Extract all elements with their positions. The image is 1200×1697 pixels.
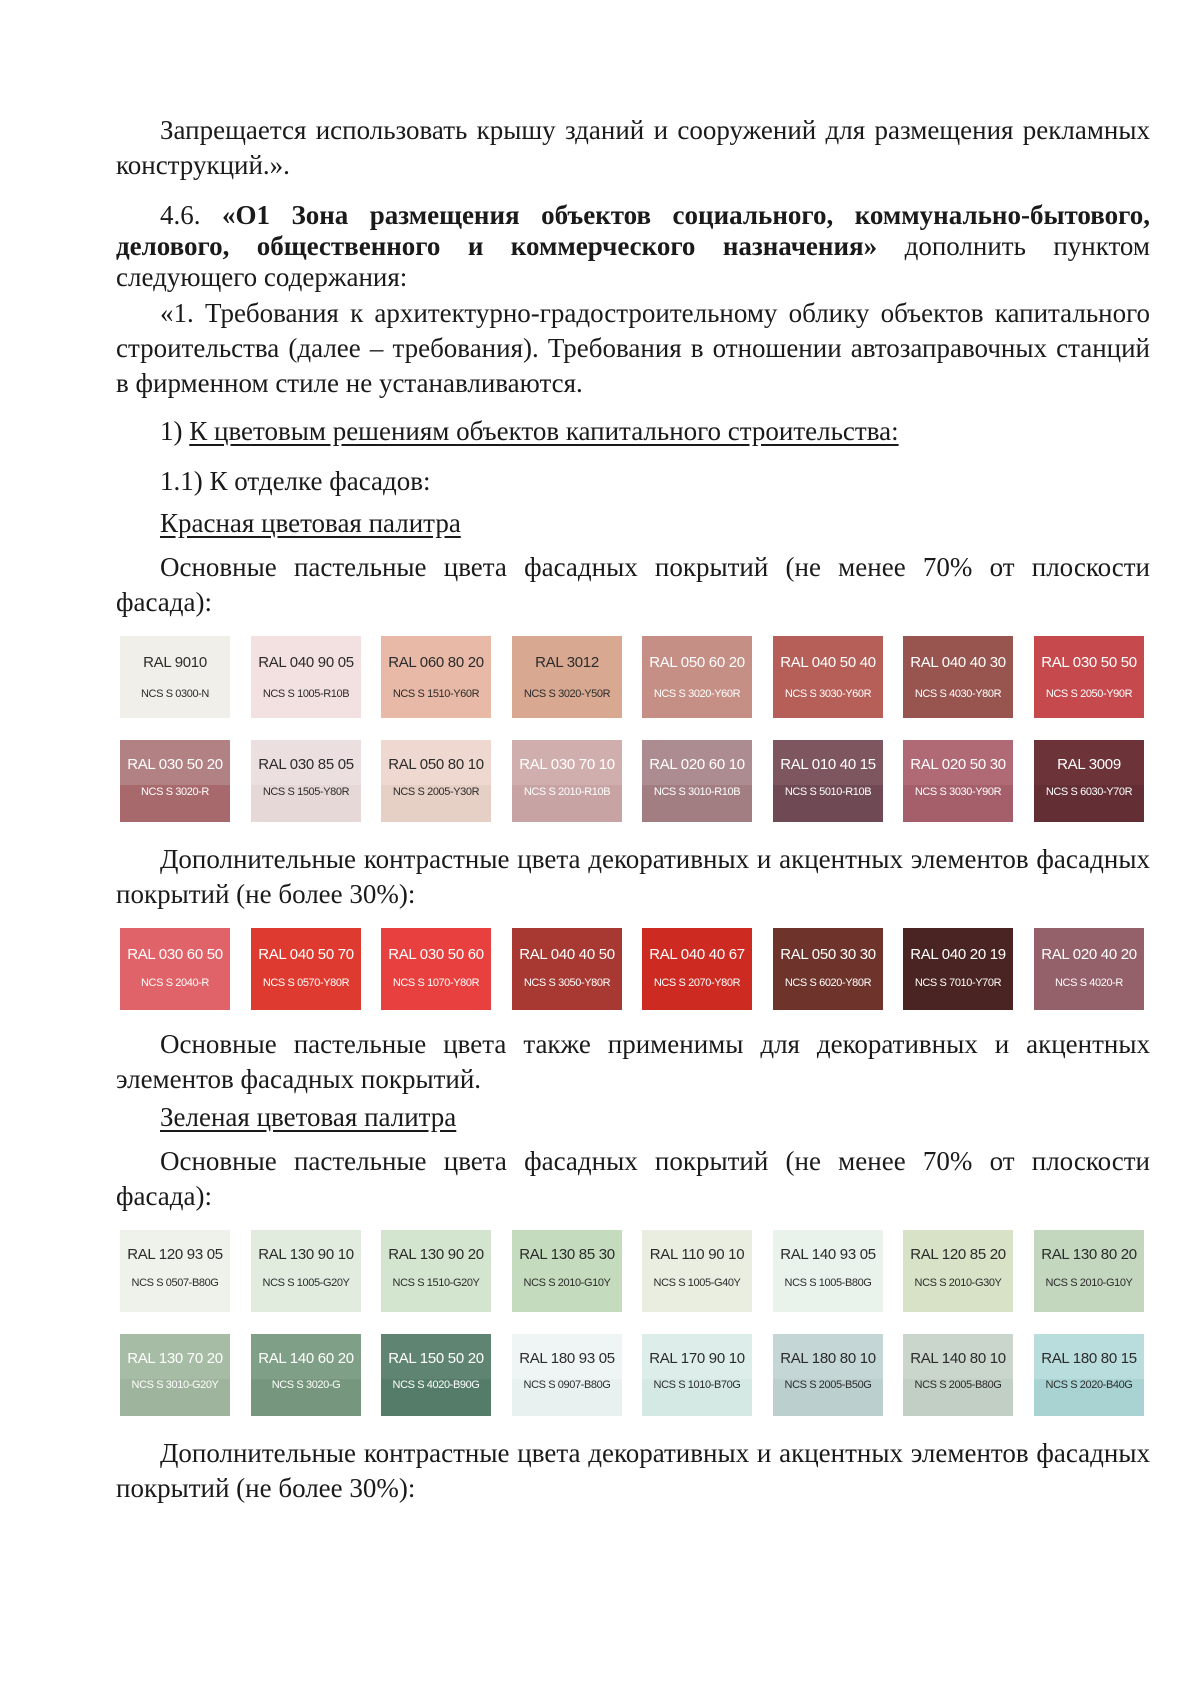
color-swatch [120,928,230,1010]
swatch-ncs-code: NCS S 1005-G20Y [262,1277,350,1289]
color-swatch [381,1334,491,1416]
swatch-ral-code: RAL 030 50 60 [388,946,484,963]
swatch-ncs-code: NCS S 2010-G30Y [914,1277,1002,1289]
section-color-solutions [160,414,899,449]
color-swatch [512,1334,622,1416]
swatch-ncs-code: NCS S 1510-Y60R [392,688,480,700]
swatch-ral-code: RAL 130 70 20 [127,1350,223,1367]
swatch-ncs-code: NCS S 2010-G10Y [523,1277,611,1289]
swatch-ral-code: RAL 140 60 20 [258,1350,354,1367]
swatch-ral-code: RAL 040 40 30 [910,654,1006,671]
swatch-ncs-code: NCS S 1005-G40Y [653,1277,741,1289]
color-swatch [903,1230,1013,1312]
swatch-ral-code: RAL 3012 [535,654,599,671]
swatch-ral-code: RAL 130 90 20 [388,1246,484,1263]
color-swatch [642,636,752,718]
color-swatch [120,636,230,718]
swatch-ncs-code: NCS S 2040-R [141,977,209,989]
color-swatch [1034,636,1144,718]
color-swatch [251,636,361,718]
paragraph-rest: дополнить пунктом следующего содержания: [116,231,1150,292]
swatch-ncs-code: NCS S 3030-Y90R [914,786,1002,798]
swatch-ral-code: RAL 130 80 20 [1041,1246,1137,1263]
swatch-ncs-code: NCS S 1070-Y80R [392,977,480,989]
swatch-ncs-code: NCS S 3020-Y60R [653,688,741,700]
color-swatch [512,928,622,1010]
color-swatch [381,1230,491,1312]
swatch-ral-code: RAL 140 93 05 [780,1246,876,1263]
swatch-ral-code: RAL 020 60 10 [649,756,745,773]
color-swatch [773,1230,883,1312]
color-swatch [251,1334,361,1416]
swatch-ncs-code: NCS S 6020-Y80R [784,977,872,989]
swatch-ral-code: RAL 110 90 10 [649,1246,745,1263]
swatch-ncs-code: NCS S 3020-Y50R [523,688,611,700]
swatch-ral-code: RAL 030 60 50 [127,946,223,963]
color-swatch [773,636,883,718]
swatch-ral-code: RAL 040 20 19 [910,946,1006,963]
section-number: 1) [160,416,190,446]
swatch-ncs-code: NCS S 3020-R [141,786,209,798]
swatch-ncs-code: NCS S 2010-G10Y [1045,1277,1133,1289]
color-swatch [120,1334,230,1416]
swatch-ncs-code: NCS S 1005-B80G [784,1277,872,1289]
swatch-ral-code: RAL 130 85 30 [519,1246,615,1263]
color-swatch [903,928,1013,1010]
swatch-ral-code: RAL 050 60 20 [649,654,745,671]
zone-title: «О1 Зона размещения объектов социального, коммунально-бытового, делового, общественного и коммерческого назначения» [116,200,1150,261]
swatch-ral-code: RAL 020 50 30 [910,756,1006,773]
swatch-ncs-code: NCS S 3050-Y80R [523,977,611,989]
swatch-ncs-code: NCS S 7010-Y70R [914,977,1002,989]
swatch-ral-code: RAL 180 80 15 [1041,1350,1137,1367]
red-accent-palette [120,928,1150,1010]
color-swatch [773,740,883,822]
color-swatch [642,740,752,822]
swatch-ncs-code: NCS S 4030-Y80R [914,688,1002,700]
swatch-ncs-code: NCS S 3020-G [271,1379,341,1391]
swatch-ral-code: RAL 040 40 50 [519,946,615,963]
swatch-ncs-code: NCS S 3010-R10B [653,786,741,798]
swatch-ral-code: RAL 3009 [1057,756,1121,773]
color-swatch [381,928,491,1010]
green-main-intro: Основные пастельные цвета фасадных покрытий (не менее 70% от плоскости фасада): [116,1146,1150,1211]
color-swatch [1034,740,1144,822]
swatch-ncs-code: NCS S 3010-G20Y [131,1379,219,1391]
swatch-ral-code: RAL 030 85 05 [258,756,354,773]
swatch-ncs-code: NCS S 4020-R [1055,977,1123,989]
red-note: Основные пастельные цвета также применимы для декоративных и акцентных элементов фасадных покрытий. [116,1029,1150,1094]
color-swatch [1034,1230,1144,1312]
green-palette-heading: Зеленая цветовая палитра [160,1102,457,1132]
swatch-ral-code: RAL 030 70 10 [519,756,615,773]
color-swatch [381,636,491,718]
swatch-ral-code: RAL 150 50 20 [388,1350,484,1367]
color-swatch [120,740,230,822]
swatch-ral-code: RAL 060 80 20 [388,654,484,671]
color-swatch [251,740,361,822]
swatch-ncs-code: NCS S 2005-Y30R [392,786,480,798]
swatch-ral-code: RAL 040 50 40 [780,654,876,671]
swatch-ral-code: RAL 170 90 10 [649,1350,745,1367]
swatch-ncs-code: NCS S 0907-B80G [523,1379,611,1391]
swatch-ncs-code: NCS S 0507-B80G [131,1277,219,1289]
swatch-ral-code: RAL 180 80 10 [780,1350,876,1367]
swatch-ncs-code: NCS S 6030-Y70R [1045,786,1133,798]
paragraph-number: 4.6. [160,200,222,230]
paragraph-zone-o1 [116,200,1150,293]
color-swatch [251,928,361,1010]
color-swatch [120,1230,230,1312]
color-swatch [903,740,1013,822]
green-main-palette [120,1230,1150,1420]
swatch-ncs-code: NCS S 2005-B50G [784,1379,872,1391]
section-title: К цветовым решениям объектов капитального строительства: [189,416,899,446]
swatch-ncs-code: NCS S 2020-B40G [1045,1379,1133,1391]
color-swatch [903,1334,1013,1416]
color-swatch [903,636,1013,718]
color-swatch [251,1230,361,1312]
swatch-ral-code: RAL 020 40 20 [1041,946,1137,963]
swatch-ncs-code: NCS S 0300-N [141,688,209,700]
paragraph-roof-ban: Запрещается использовать крышу зданий и сооружений для размещения рекламных конструкций.». [116,115,1150,180]
red-main-intro: Основные пастельные цвета фасадных покрытий (не менее 70% от плоскости фасада): [116,552,1150,617]
swatch-ncs-code: NCS S 2070-Y80R [653,977,741,989]
swatch-ncs-code: NCS S 0570-Y80R [262,977,350,989]
green-accent-intro: Дополнительные контрастные цвета декоративных и акцентных элементов фасадных покрытий (не более 30%): [116,1438,1150,1503]
color-swatch [512,636,622,718]
swatch-ral-code: RAL 050 30 30 [780,946,876,963]
color-swatch [773,928,883,1010]
swatch-ral-code: RAL 120 93 05 [127,1246,223,1263]
swatch-ral-code: RAL 030 50 20 [127,756,223,773]
swatch-ncs-code: NCS S 1005-R10B [262,688,350,700]
color-swatch [642,1334,752,1416]
color-swatch [512,1230,622,1312]
swatch-ral-code: RAL 040 40 67 [649,946,745,963]
color-swatch [512,740,622,822]
color-swatch [773,1334,883,1416]
color-swatch [642,928,752,1010]
swatch-ncs-code: NCS S 2005-B80G [914,1379,1002,1391]
swatch-ral-code: RAL 040 50 70 [258,946,354,963]
swatch-ral-code: RAL 140 80 10 [910,1350,1006,1367]
red-main-palette [120,636,1150,826]
swatch-ral-code: RAL 9010 [143,654,207,671]
swatch-ncs-code: NCS S 1510-G20Y [392,1277,480,1289]
swatch-ncs-code: NCS S 2010-R10B [523,786,611,798]
red-palette-heading: Красная цветовая палитра [160,508,461,538]
swatch-ncs-code: NCS S 1010-B70G [653,1379,741,1391]
color-swatch [1034,1334,1144,1416]
color-swatch [381,740,491,822]
subsection-facades: 1.1) К отделке фасадов: [160,466,431,496]
swatch-ral-code: RAL 120 85 20 [910,1246,1006,1263]
swatch-ncs-code: NCS S 2050-Y90R [1045,688,1133,700]
color-swatch [1034,928,1144,1010]
swatch-ral-code: RAL 030 50 50 [1041,654,1137,671]
swatch-ncs-code: NCS S 4020-B90G [392,1379,480,1391]
swatch-ncs-code: NCS S 5010-R10B [784,786,872,798]
red-accent-intro: Дополнительные контрастные цвета декоративных и акцентных элементов фасадных покрытий (не более 30%): [116,844,1150,909]
swatch-ral-code: RAL 010 40 15 [780,756,876,773]
swatch-ncs-code: NCS S 1505-Y80R [262,786,350,798]
swatch-ral-code: RAL 040 90 05 [258,654,354,671]
swatch-ral-code: RAL 050 80 10 [388,756,484,773]
paragraph-requirements: «1. Требования к архитектурно-градостроительному облику объектов капитального строительства (далее – требования). Требования в отношении автозаправочных станций в фирменном стиле не устанавливаются. [116,298,1150,398]
swatch-ral-code: RAL 130 90 10 [258,1246,354,1263]
swatch-ncs-code: NCS S 3030-Y60R [784,688,872,700]
swatch-ral-code: RAL 180 93 05 [519,1350,615,1367]
color-swatch [642,1230,752,1312]
